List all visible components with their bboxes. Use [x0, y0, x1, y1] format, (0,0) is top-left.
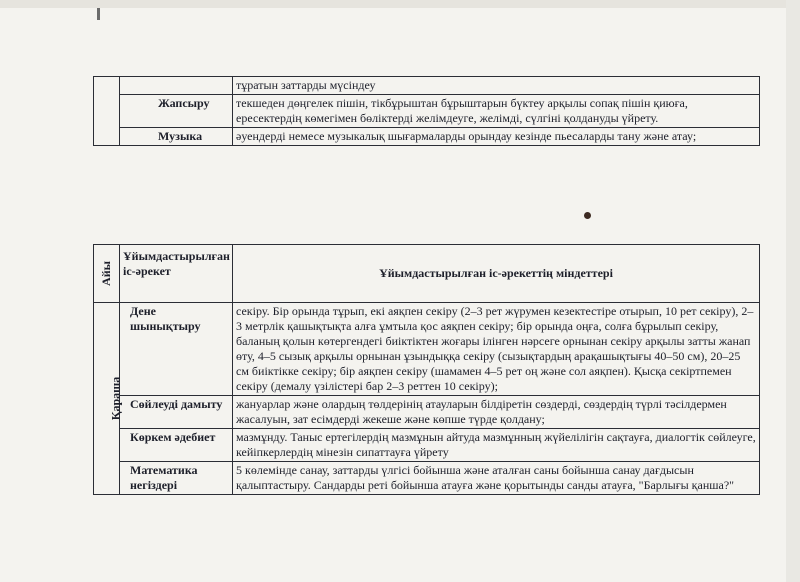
row-label: Сөйлеуді дамыту	[120, 396, 233, 429]
scan-top-edge	[0, 0, 800, 8]
ink-dot	[584, 212, 591, 219]
row-label: Дене шынықтыру	[120, 303, 233, 396]
row-label: Музыка	[120, 128, 233, 146]
month-value: Қараша	[108, 376, 123, 421]
row-label: Жапсыру	[120, 95, 233, 128]
curriculum-table-continued	[93, 76, 760, 146]
table-row	[94, 462, 760, 495]
table-row	[94, 128, 760, 146]
scan-right-edge	[786, 0, 800, 582]
row-text: әуендерді немесе музыкалық шығармаларды орындау кезінде пьесаларды тану және атау;	[233, 128, 760, 146]
row-label: Көркем әдебиет	[120, 429, 233, 462]
row-text: текшеден дөңгелек пішін, тікбұрыштан бұрыштарын бүктеу арқылы сопақ пішін қиюға, ересектердің көмегімен бөліктерді желімдеуге, желімді, сүлгіні қолдануды үйрету.	[233, 95, 760, 128]
month-cell	[94, 303, 123, 495]
row-text: жануарлар және олардың төлдерінің атауларын білдіретін сөздерді, сөздердің түрлі тәсілдермен жасалуын, зат есімдерді жекеше және көпше түрде қолдану;	[233, 396, 760, 429]
table-row	[94, 396, 760, 429]
row-label	[120, 77, 233, 95]
table-row	[94, 95, 760, 128]
activity-header: Ұйымдастырылған іс-әрекет	[120, 245, 233, 303]
month-header-cell	[94, 245, 120, 303]
table-row	[94, 303, 760, 396]
table-row	[94, 77, 760, 95]
empty-cell	[94, 77, 120, 146]
table-header-row	[94, 245, 760, 303]
row-text: тұратын заттарды мүсіндеу	[233, 77, 760, 95]
row-text: секіру. Бір орында тұрып, екі аяқпен секіру (2–3 рет жүрумен кезектестіре отырып, 10 рет секіру), 2–3 метрлік қашықтықта алға ұмтыла қос аяқпен секіру; бір орында оңға, солға бұрылып секіру, баланың қолын көтергендегі биіктіктен жоғары ілінген нәрсеге орнынан секіру арқылы затты жанап өту, 4–5 сызық арқылы орнынан ұзындыққа секіру (сызықтардың арақашықтығы 40–50 см), 20–25 см биіктікке секіру; бір аяқпен секіру (шамамен 4–5 рет оң және сол аяқпен). Қысқа секіртпемен секіру (демалу үзілістері бар 2–3 реттен 10 секіру);	[233, 303, 760, 396]
curriculum-table	[93, 244, 760, 495]
row-text: 5 көлемінде санау, заттарды үлгісі бойынша және аталған саны бойынша санау дағдысын қалыптастыру. Сандарды реті бойынша атауға және қорытынды санды атауға, "Барлығы қанша?"	[233, 462, 760, 495]
month-header: Айы	[98, 261, 113, 286]
row-text: мазмұнду. Таныс ертегілердің мазмұнын айтуда мазмұнның жүйелілігін сақтауға, диалогтік сөйлеуге, кейіпкерлердің мінезін сипаттауға үйрету	[233, 429, 760, 462]
tasks-header: Ұйымдастырылған іс-әрекеттің міндеттері	[233, 245, 760, 303]
row-label: Математика негіздері	[120, 462, 233, 495]
scan-mark	[97, 8, 100, 20]
table-row	[94, 429, 760, 462]
